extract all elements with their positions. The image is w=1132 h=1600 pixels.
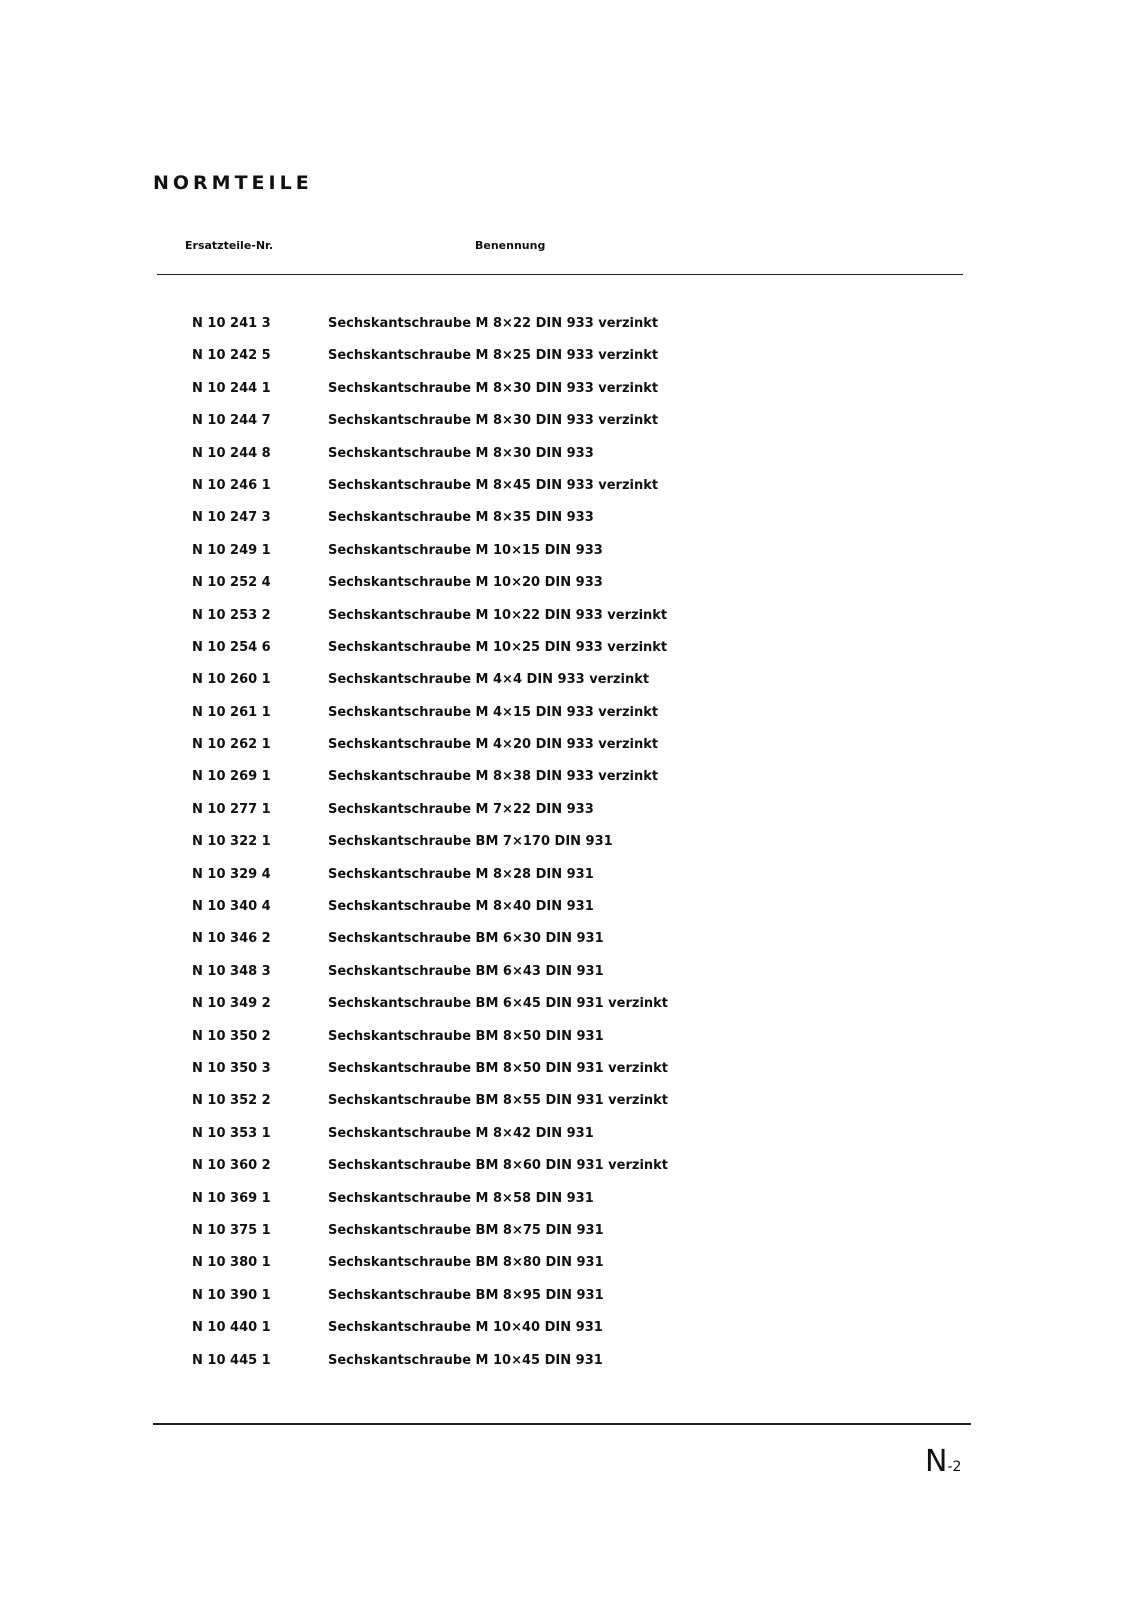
part-number: N 10 244 8 [192, 445, 271, 461]
part-description: Sechskantschraube BM 6×43 DIN 931 [328, 963, 604, 979]
list-item [0, 543, 1132, 575]
list-item [0, 672, 1132, 704]
part-description: Sechskantschraube M 4×15 DIN 933 verzinkt [328, 704, 659, 720]
part-description: Sechskantschraube BM 6×45 DIN 931 verzinkt [328, 996, 669, 1012]
part-description: Sechskantschraube M 10×40 DIN 931 [328, 1320, 603, 1336]
list-item [0, 348, 1132, 380]
list-item [0, 1061, 1132, 1093]
part-description: Sechskantschraube M 10×20 DIN 933 [328, 575, 603, 591]
list-item [0, 1158, 1132, 1190]
list-item [0, 1353, 1132, 1385]
part-description: Sechskantschraube BM 8×95 DIN 931 [328, 1287, 604, 1303]
part-description: Sechskantschraube M 4×20 DIN 933 verzinkt [328, 737, 659, 753]
part-number: N 10 246 1 [192, 477, 271, 493]
list-item [0, 446, 1132, 478]
part-number: N 10 352 2 [192, 1093, 271, 1109]
list-item [0, 996, 1132, 1028]
part-description: Sechskantschraube BM 6×30 DIN 931 [328, 931, 604, 947]
part-number: N 10 440 1 [192, 1320, 271, 1336]
part-number: N 10 252 4 [192, 575, 271, 591]
header-divider [157, 274, 963, 275]
list-item [0, 1320, 1132, 1352]
list-item [0, 575, 1132, 607]
part-number: N 10 380 1 [192, 1255, 271, 1271]
part-number: N 10 350 2 [192, 1028, 271, 1044]
part-number: N 10 329 4 [192, 866, 271, 882]
part-number: N 10 254 6 [192, 639, 271, 655]
part-description: Sechskantschraube BM 8×50 DIN 931 [328, 1028, 604, 1044]
part-description: Sechskantschraube M 8×45 DIN 933 verzinkt [328, 477, 659, 493]
part-number: N 10 375 1 [192, 1222, 271, 1238]
part-description: Sechskantschraube M 8×30 DIN 933 [328, 445, 594, 461]
part-number: N 10 353 1 [192, 1125, 271, 1141]
list-item [0, 1223, 1132, 1255]
footer-divider [153, 1423, 971, 1425]
part-description: Sechskantschraube M 8×58 DIN 931 [328, 1190, 594, 1206]
part-number: N 10 244 1 [192, 380, 271, 396]
part-description: Sechskantschraube M 4×4 DIN 933 verzinkt [328, 672, 650, 688]
part-number: N 10 269 1 [192, 769, 271, 785]
list-item [0, 834, 1132, 866]
list-item [0, 1255, 1132, 1287]
list-item [0, 316, 1132, 348]
list-item [0, 640, 1132, 672]
part-number: N 10 241 3 [192, 316, 271, 331]
list-item [0, 769, 1132, 801]
list-item [0, 510, 1132, 542]
list-item [0, 478, 1132, 510]
list-item [0, 1093, 1132, 1125]
part-description: Sechskantschraube BM 8×50 DIN 931 verzinkt [328, 1060, 669, 1076]
part-number: N 10 247 3 [192, 510, 271, 526]
part-number: N 10 242 5 [192, 348, 271, 364]
parts-list [0, 316, 1132, 1385]
page-number [925, 1444, 961, 1479]
part-number: N 10 360 2 [192, 1158, 271, 1174]
part-description: Sechskantschraube M 7×22 DIN 933 [328, 801, 594, 817]
part-description: Sechskantschraube M 8×30 DIN 933 verzinkt [328, 380, 659, 396]
list-item [0, 381, 1132, 413]
part-number: N 10 262 1 [192, 737, 271, 753]
part-description: Sechskantschraube M 8×28 DIN 931 [328, 866, 594, 882]
list-item [0, 802, 1132, 834]
part-number: N 10 349 2 [192, 996, 271, 1012]
list-item [0, 608, 1132, 640]
part-description: Sechskantschraube BM 7×170 DIN 931 [328, 834, 613, 850]
page-title: NORMTEILE [153, 172, 313, 194]
part-description: Sechskantschraube BM 8×55 DIN 931 verzinkt [328, 1093, 669, 1109]
part-description: Sechskantschraube M 10×25 DIN 933 verzinkt [328, 639, 668, 655]
part-number: N 10 348 3 [192, 963, 271, 979]
part-number: N 10 346 2 [192, 931, 271, 947]
part-number: N 10 369 1 [192, 1190, 271, 1206]
part-description: Sechskantschraube M 8×40 DIN 931 [328, 899, 594, 915]
part-description: Sechskantschraube M 8×42 DIN 931 [328, 1125, 594, 1141]
list-item [0, 1288, 1132, 1320]
part-number: N 10 249 1 [192, 542, 271, 558]
part-description: Sechskantschraube M 8×30 DIN 933 verzinkt [328, 413, 659, 429]
part-number: N 10 260 1 [192, 672, 271, 688]
list-item [0, 737, 1132, 769]
list-item [0, 1029, 1132, 1061]
column-header-description: Benennung [475, 239, 546, 252]
column-header-part-number: Ersatzteile-Nr. [185, 239, 274, 252]
part-description: Sechskantschraube M 8×22 DIN 933 verzinkt [328, 316, 659, 331]
list-item [0, 1126, 1132, 1158]
list-item [0, 1191, 1132, 1223]
part-description: Sechskantschraube BM 8×80 DIN 931 [328, 1255, 604, 1271]
list-item [0, 705, 1132, 737]
part-description: Sechskantschraube M 8×35 DIN 933 [328, 510, 594, 526]
list-item [0, 931, 1132, 963]
part-description: Sechskantschraube BM 8×75 DIN 931 [328, 1222, 604, 1238]
part-description: Sechskantschraube BM 8×60 DIN 931 verzinkt [328, 1158, 669, 1174]
part-number: N 10 445 1 [192, 1352, 271, 1368]
part-number: N 10 244 7 [192, 413, 271, 429]
list-item [0, 899, 1132, 931]
part-description: Sechskantschraube M 10×45 DIN 931 [328, 1352, 603, 1368]
part-number: N 10 350 3 [192, 1060, 271, 1076]
part-description: Sechskantschraube M 8×38 DIN 933 verzinkt [328, 769, 659, 785]
list-item [0, 964, 1132, 996]
part-number: N 10 261 1 [192, 704, 271, 720]
part-number: N 10 322 1 [192, 834, 271, 850]
part-description: Sechskantschraube M 10×22 DIN 933 verzinkt [328, 607, 668, 623]
page-number-suffix: -2 [947, 1459, 962, 1475]
part-description: Sechskantschraube M 8×25 DIN 933 verzinkt [328, 348, 659, 364]
list-item [0, 867, 1132, 899]
part-description: Sechskantschraube M 10×15 DIN 933 [328, 542, 603, 558]
part-number: N 10 277 1 [192, 801, 271, 817]
list-item [0, 413, 1132, 445]
part-number: N 10 340 4 [192, 899, 271, 915]
part-number: N 10 390 1 [192, 1287, 271, 1303]
page-number-letter: N [925, 1444, 948, 1479]
part-number: N 10 253 2 [192, 607, 271, 623]
